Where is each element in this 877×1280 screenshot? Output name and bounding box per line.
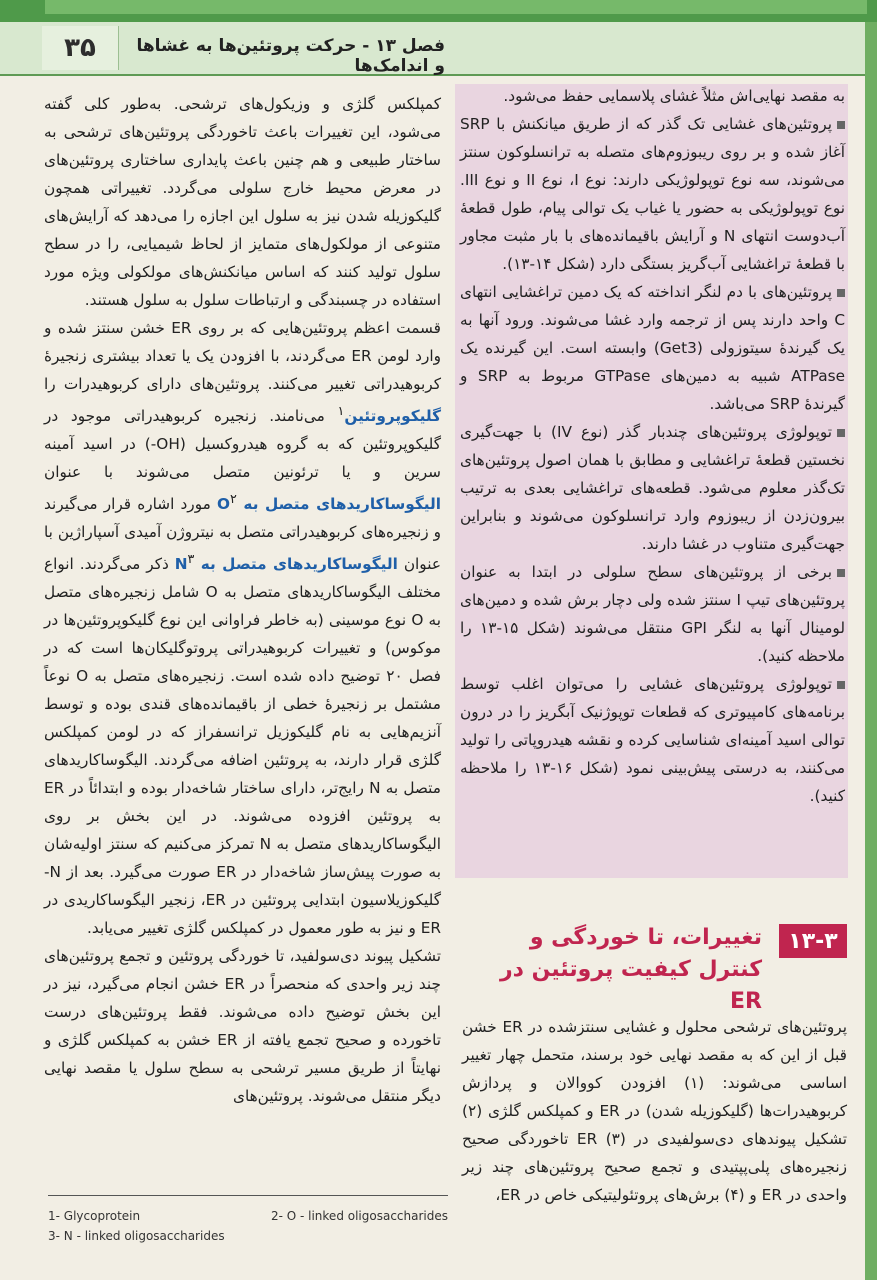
text-run: ذکر می‌گردند. انواع مختلف الیگوساکاریدهای متصل به O شامل زنجیره‌های متصل به O نوع موسینی (به خاطر فراوانی این نوع گلیکوپروتئین‌ها در موکوس) و تغییرات کربوهیدراتی پروتوگلیکان‌ها است که در فصل ۲۰ توضیح داده شده است. زنجیره‌های متصل به O نوعاً مشتمل بر زنجیرهٔ خطی از باقیمانده‌های قندی بوده و توسط آنزیم‌هایی به نام گلیکوزیل ترانسفراز که در لومن کمپلکس گلژی قرار دارند، به پروتئین اضافه می‌گردند. الیگوساکاریدهای متصل به N رایج‌تر، دارای ساختار شاخه‌دار بوده و ابتدائاً در ER به پروتئین افزوده می‌شوند. در این بخش بر روی الیگوساکاریدهای متصل به N تمرکز می‌کنیم که سنتز اولیه‌شان به صورت پیش‌ساز شاخه‌دار در ER صورت می‌گیرد. بعد از N-گلیکوزیلاسیون ابتدایی پروتئین در ER، زنجیر الیگوساکاریدی در ER و نیز به طور معمول در کمپلکس گلژی تغییر می‌یابد. bbox=[44, 555, 441, 938]
footnote-1: 1- Glycoprotein bbox=[48, 1209, 141, 1223]
section-number: ۱۳-۳ bbox=[779, 924, 847, 958]
bullet-item bbox=[460, 418, 845, 558]
square-bullet-icon bbox=[837, 569, 845, 577]
bullet-item bbox=[460, 278, 845, 418]
square-bullet-icon bbox=[837, 681, 845, 689]
bullet-text: پروتئین‌های با دم لنگر انداخته که یک دمین تراغشایی انتهای C واحد دارند پس از ترجمه وارد غشا می‌شوند. ورود آنها به یک گیرندهٔ سیتوزولی (Get3) وابسته است. این گیرنده یک ATPase شبیه به دمین‌های GTPase مربوط به SRP و گیرندهٔ SRP می‌باشد. bbox=[460, 283, 846, 413]
bullet-item bbox=[460, 558, 845, 670]
footnote-3: 3- N - linked oligosaccharides bbox=[48, 1229, 225, 1243]
left-paragraph-1: کمپلکس گلژی و وزیکول‌های ترشحی. به‌طور کلی گفته می‌شود، این تغییرات باعث تاخوردگی پروتئین‌های ترشحی به ساختار طبیعی و هم چنین باعث پایداری ساختاری پروتئین‌های در معرض محیط خارج سلولی می‌گردد. تغییراتی همچون گلیکوزیله شدن نیز به سلول این اجازه را می‌دهد که آرایش‌های متنوعی از مولکول‌های متمایز از لحاظ شیمیایی، را در سطح سلول تولید کنند که اساس میانکنش‌های مولکولی ویژه مورد استفاده در چسبندگی و ارتباطات سلول به سلول هستند. bbox=[44, 95, 441, 309]
left-paragraph-3: تشکیل پیوند دی‌سولفید، تا خوردگی پروتئین و تجمع پروتئین‌های چند زیر واحدی که منحصراً در ER خشن انجام می‌گیرد، نیز در این بخش توضیح داده می‌شوند. فقط پروتئین‌های درست تاخورده و صحیح تجمع یافته از ER خشن به کمپلکس گلژی و نهایتاً از طریق مسیر ترشحی به سطح سلول یا مقصد نهایی دیگر منتقل می‌شوند. پروتئین‌های bbox=[44, 947, 441, 1106]
footnote-marker: ۲ bbox=[229, 492, 237, 508]
right-column bbox=[460, 82, 845, 810]
footnote-marker: ۱ bbox=[337, 404, 345, 419]
text-run: قسمت اعظم پروتئین‌هایی که بر روی ER خشن سنتز شده و وارد لومن ER می‌گردند، با افزودن یک یا تعداد بیشتری زنجیرهٔ کربوهیدراتی تغییر می‌کنند. پروتئین‌های دارای کربوهیدرات را bbox=[44, 319, 441, 393]
bullet-text: توپولوژی پروتئین‌های چندبار گذر (نوع IV) با جهت‌گیری نخستین قطعهٔ تراغشایی و مطابق با همان اصول پروتئین‌های تک‌گذر معلوم می‌شود. قطعه‌های تراغشایی بعدی به ترتیب بیرون‌زدن از ریبوزوم وارد ترانسلوکون می‌شوند و بنابراین جهت‌گیری متناوب در غشا دارند. bbox=[460, 423, 845, 553]
chapter-title: فصل ۱۳ - حرکت پروتئین‌ها به غشاها و اندامک‌ها bbox=[136, 36, 445, 76]
footnote-2: 2- O - linked oligosaccharides bbox=[270, 1209, 448, 1223]
footnotes bbox=[48, 1195, 448, 1246]
bullet-text: توپولوژی پروتئین‌های غشایی را می‌توان اغلب توسط برنامه‌های کامپیوتری که قطعات توپوژنیک آبگریز را در درون توالی اسید آمینه‌ای شناسایی کرده و نقشه هیدروپاتی را تولید می‌کنند، به درستی پیش‌بینی نمود (شکل ۱۶-۱۳ را ملاحظه کنید). bbox=[460, 675, 846, 805]
square-bullet-icon bbox=[837, 121, 845, 129]
page-number: ۳۵ bbox=[42, 26, 119, 70]
bullet-item bbox=[460, 670, 845, 810]
keyword-o-linked: الیگوساکاریدهای متصل به O bbox=[216, 495, 441, 514]
section-title: تغییرات، تا خوردگی و کنترل کیفیت پروتئین در ER bbox=[500, 925, 762, 1014]
section-paragraph: پروتئین‌های ترشحی محلول و غشایی سنتزشده در ER خشن قبل از این که به مقصد نهایی خود برسند، متحمل چهار تغییر اساسی می‌شوند: (۱) افزودن کووالان و پردازش کربوهیدرات‌ها (گلیکوزیله شدن) در ER و کمپلکس گلژی (۲) تشکیل پیوندهای دی‌سولفیدی در ER (۳) تاخوردگی صحیح زنجیره‌های پلی‌پپتیدی و تجمع صحیح پروتئین‌های چند زیر واحدی در ER و (۴) برش‌های پروتئولیتیکی خاص در ER، bbox=[462, 1018, 848, 1204]
square-bullet-icon bbox=[837, 429, 845, 437]
keyword-n-linked: الیگوساکاریدهای متصل به N bbox=[174, 555, 398, 574]
section-paragraph-column bbox=[462, 1013, 847, 1209]
top-color-band bbox=[45, 0, 867, 14]
left-paragraph-2 bbox=[44, 314, 441, 942]
text-run: مورد اشاره قرار می‌گیرند و زنجیره‌های کربوهیدراتی متصل به نیتروژن آمیدی آسپاراژین با عنوان bbox=[44, 495, 441, 574]
square-bullet-icon bbox=[837, 289, 845, 297]
left-column bbox=[44, 90, 441, 1110]
keyword-glycoprotein: گلیکوپروتئین bbox=[344, 407, 441, 426]
footnote-row bbox=[48, 1206, 448, 1226]
bullet-item bbox=[460, 110, 845, 278]
text-run: می‌نامند. زنجیره کربوهیدراتی موجود در گلیکوپروتئین که به گروه هیدروکسیل (OH-) در اسید آمینه سرین و یا ترئونین متصل می‌شوند با عنوان bbox=[44, 407, 441, 482]
bullet-text: پروتئین‌های غشایی تک گذر که از طریق میانکنش با SRP آغاز شده و بر روی ریبوزوم‌های متصله به ترانسلوکون سنتز می‌شوند، سه نوع توپولوژیکی دارند: نوع I، نوع II و نوع III. نوع توپولوژیکی به حضور یا غیاب یک توالی پیام، طول قطعهٔ آب‌دوست انتهای N و آرایش باقیمانده‌های با بار مثبت مجاور با قطعهٔ تراغشایی آب‌گریز بستگی دارد (شکل ۱۴-۱۳). bbox=[460, 115, 846, 273]
side-stripe bbox=[865, 22, 877, 1280]
bullet-text: برخی از پروتئین‌های سطح سلولی در ابتدا به عنوان پروتئین‌های تیپ I سنتز شده ولی دچار برش شده و دمین‌های لومینال آنها به لنگر GPI منتقل می‌شوند (شکل ۱۵-۱۳ را ملاحظه کنید). bbox=[460, 563, 845, 665]
footnote-marker: ۳ bbox=[187, 552, 195, 568]
right-intro: به مقصد نهایی‌اش مثلاً غشای پلاسمایی حفظ می‌شود. bbox=[503, 87, 845, 105]
